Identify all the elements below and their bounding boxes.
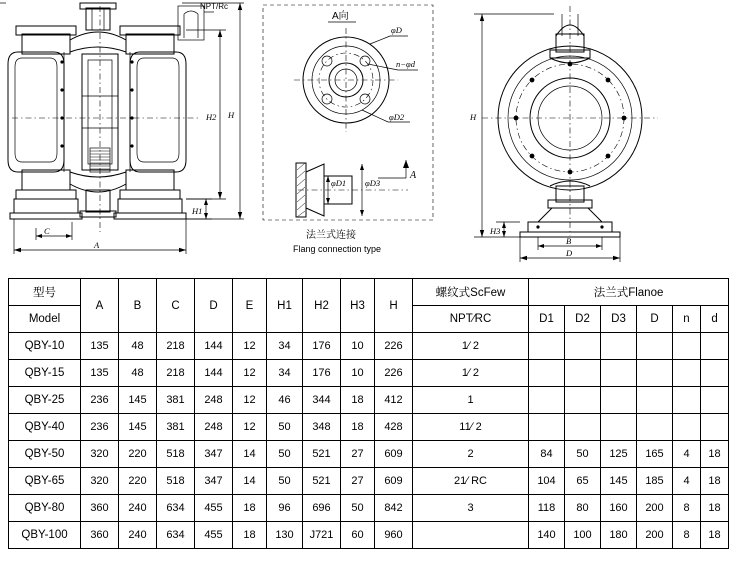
cell-H3: 27 bbox=[341, 441, 375, 468]
header-col-D2: D2 bbox=[565, 306, 601, 333]
cell-H3: 50 bbox=[341, 495, 375, 522]
cell-A: 236 bbox=[81, 387, 119, 414]
cell-A: 320 bbox=[81, 441, 119, 468]
dim-n-phid-label: n−φd bbox=[396, 59, 415, 69]
table-row bbox=[9, 414, 729, 441]
cell-H1: 46 bbox=[267, 387, 303, 414]
cell-D: 347 bbox=[195, 441, 233, 468]
dim-H3-label: H3 bbox=[490, 226, 501, 236]
cell-Dflange bbox=[637, 333, 673, 360]
cell-d bbox=[701, 360, 729, 387]
cell-B: 48 bbox=[119, 333, 157, 360]
header-col-d: d bbox=[701, 306, 729, 333]
table-row bbox=[9, 495, 729, 522]
cell-H: 960 bbox=[375, 522, 413, 549]
cell-D1 bbox=[529, 333, 565, 360]
cell-D2: 100 bbox=[565, 522, 601, 549]
flange-connection-view bbox=[258, 0, 443, 262]
cell-A: 135 bbox=[81, 333, 119, 360]
flange-caption-en: Flang connection type bbox=[293, 244, 382, 254]
header-flange-group: 法兰式Flanoe bbox=[529, 279, 729, 306]
cell-C: 218 bbox=[157, 333, 195, 360]
dim-A-label: A bbox=[94, 240, 100, 250]
cell-H: 428 bbox=[375, 414, 413, 441]
cell-D2: 50 bbox=[565, 441, 601, 468]
header-model-en: Model bbox=[9, 306, 81, 333]
cell-n bbox=[673, 360, 701, 387]
cell-D2 bbox=[565, 414, 601, 441]
cell-D2 bbox=[565, 360, 601, 387]
cell-E: 12 bbox=[233, 387, 267, 414]
dim-phiD2-label: φD2 bbox=[389, 112, 405, 122]
cell-H2: 696 bbox=[303, 495, 341, 522]
cell-C: 381 bbox=[157, 414, 195, 441]
header-col-n: n bbox=[673, 306, 701, 333]
cell-Dflange bbox=[637, 360, 673, 387]
cell-H: 609 bbox=[375, 441, 413, 468]
table-row bbox=[9, 387, 729, 414]
cell-model: QBY-50 bbox=[9, 441, 81, 468]
cell-npt: 3 bbox=[413, 495, 529, 522]
cell-D2: 65 bbox=[565, 468, 601, 495]
dim-phiD-label: φD bbox=[391, 25, 402, 35]
cell-H2: 348 bbox=[303, 414, 341, 441]
cell-n bbox=[673, 333, 701, 360]
cell-d: 18 bbox=[701, 468, 729, 495]
cell-model: QBY-80 bbox=[9, 495, 81, 522]
cell-H1: 96 bbox=[267, 495, 303, 522]
cell-npt: 1∕ 2 bbox=[413, 333, 529, 360]
cell-Dflange bbox=[637, 414, 673, 441]
cell-A: 360 bbox=[81, 495, 119, 522]
cell-npt: 2 bbox=[413, 441, 529, 468]
cell-model: QBY-40 bbox=[9, 414, 81, 441]
cell-C: 218 bbox=[157, 360, 195, 387]
cell-H1: 50 bbox=[267, 441, 303, 468]
cell-D3: 145 bbox=[601, 468, 637, 495]
table-row bbox=[9, 360, 729, 387]
cell-D2 bbox=[565, 387, 601, 414]
header-col-H: H bbox=[375, 279, 413, 333]
cell-H3: 18 bbox=[341, 414, 375, 441]
right-elevation-view bbox=[452, 0, 705, 262]
cell-H3: 10 bbox=[341, 333, 375, 360]
cell-D3: 160 bbox=[601, 495, 637, 522]
cell-B: 240 bbox=[119, 522, 157, 549]
table-header-row-1 bbox=[9, 279, 729, 306]
cell-D: 455 bbox=[195, 495, 233, 522]
cell-H: 226 bbox=[375, 333, 413, 360]
cell-D3 bbox=[601, 333, 637, 360]
table-row bbox=[9, 441, 729, 468]
cell-D1: 104 bbox=[529, 468, 565, 495]
dim-H-label: H bbox=[228, 110, 235, 120]
flange-caption-cn: 法兰式连接 bbox=[306, 230, 356, 241]
cell-E: 14 bbox=[233, 468, 267, 495]
cell-H1: 130 bbox=[267, 522, 303, 549]
cell-H3: 10 bbox=[341, 360, 375, 387]
npt-rc-label: NPT/Rc bbox=[200, 2, 228, 11]
cell-H2: J721 bbox=[303, 522, 341, 549]
header-col-Dflange: D bbox=[637, 306, 673, 333]
cell-n bbox=[673, 414, 701, 441]
cell-D1: 84 bbox=[529, 441, 565, 468]
cell-n: 8 bbox=[673, 495, 701, 522]
cell-B: 145 bbox=[119, 414, 157, 441]
dim-phiD3-label: φD3 bbox=[365, 178, 381, 188]
header-col-D: D bbox=[195, 279, 233, 333]
cell-model: QBY-65 bbox=[9, 468, 81, 495]
dim-E-label: C bbox=[44, 226, 50, 236]
cell-E: 18 bbox=[233, 495, 267, 522]
dim-phiD1-label: φD1 bbox=[331, 178, 347, 188]
cell-D: 248 bbox=[195, 414, 233, 441]
cell-D1: 118 bbox=[529, 495, 565, 522]
cell-model: QBY-25 bbox=[9, 387, 81, 414]
cell-npt: 1 bbox=[413, 387, 529, 414]
cell-Dflange bbox=[637, 387, 673, 414]
cell-A: 236 bbox=[81, 414, 119, 441]
cell-D3 bbox=[601, 360, 637, 387]
cell-H2: 176 bbox=[303, 333, 341, 360]
cell-H: 842 bbox=[375, 495, 413, 522]
header-col-H1: H1 bbox=[267, 279, 303, 333]
cell-B: 220 bbox=[119, 468, 157, 495]
cell-D: 144 bbox=[195, 333, 233, 360]
cell-H: 609 bbox=[375, 468, 413, 495]
cell-D2 bbox=[565, 333, 601, 360]
cell-d bbox=[701, 387, 729, 414]
cell-n bbox=[673, 387, 701, 414]
cell-C: 634 bbox=[157, 522, 195, 549]
dimensions-table-wrap bbox=[8, 278, 721, 549]
cell-n: 4 bbox=[673, 468, 701, 495]
header-col-D3: D3 bbox=[601, 306, 637, 333]
cell-H2: 344 bbox=[303, 387, 341, 414]
cell-A: 360 bbox=[81, 522, 119, 549]
cell-H1: 34 bbox=[267, 333, 303, 360]
cell-H3: 27 bbox=[341, 468, 375, 495]
cell-H3: 60 bbox=[341, 522, 375, 549]
header-col-B: B bbox=[119, 279, 157, 333]
cell-H: 412 bbox=[375, 387, 413, 414]
cell-C: 381 bbox=[157, 387, 195, 414]
cell-E: 12 bbox=[233, 333, 267, 360]
cell-D: 347 bbox=[195, 468, 233, 495]
cell-E: 12 bbox=[233, 360, 267, 387]
cell-D1 bbox=[529, 360, 565, 387]
header-col-H3: H3 bbox=[341, 279, 375, 333]
cell-npt: 21∕ RC bbox=[413, 468, 529, 495]
cell-model: QBY-10 bbox=[9, 333, 81, 360]
cell-D3 bbox=[601, 387, 637, 414]
dim-H-right-label: H bbox=[470, 112, 477, 122]
cell-C: 518 bbox=[157, 468, 195, 495]
cell-npt bbox=[413, 522, 529, 549]
cell-d: 18 bbox=[701, 495, 729, 522]
cell-d: 18 bbox=[701, 441, 729, 468]
cell-H1: 50 bbox=[267, 468, 303, 495]
cell-D1 bbox=[529, 387, 565, 414]
cell-H1: 50 bbox=[267, 414, 303, 441]
cell-D1 bbox=[529, 414, 565, 441]
cell-npt: 11∕ 2 bbox=[413, 414, 529, 441]
cell-model: QBY-15 bbox=[9, 360, 81, 387]
cell-H2: 521 bbox=[303, 441, 341, 468]
cell-H1: 34 bbox=[267, 360, 303, 387]
table-row bbox=[9, 522, 729, 549]
cell-model: QBY-100 bbox=[9, 522, 81, 549]
dim-H1-label: H1 bbox=[192, 206, 203, 216]
drawing-area bbox=[0, 0, 705, 262]
cell-A: 320 bbox=[81, 468, 119, 495]
cell-B: 240 bbox=[119, 495, 157, 522]
cell-E: 14 bbox=[233, 441, 267, 468]
table-row bbox=[9, 468, 729, 495]
view-a-label: A向 bbox=[332, 11, 349, 22]
header-col-C: C bbox=[157, 279, 195, 333]
cell-n: 4 bbox=[673, 441, 701, 468]
cell-Dflange: 165 bbox=[637, 441, 673, 468]
cell-D: 455 bbox=[195, 522, 233, 549]
header-col-H2: H2 bbox=[303, 279, 341, 333]
header-thread-group: 螺纹式ScFew bbox=[413, 279, 529, 306]
header-col-A: A bbox=[81, 279, 119, 333]
cell-npt: 1∕ 2 bbox=[413, 360, 529, 387]
cell-n: 8 bbox=[673, 522, 701, 549]
cell-d: 18 bbox=[701, 522, 729, 549]
cell-d bbox=[701, 414, 729, 441]
cell-D3: 180 bbox=[601, 522, 637, 549]
cell-C: 634 bbox=[157, 495, 195, 522]
cell-D3 bbox=[601, 414, 637, 441]
cell-D: 144 bbox=[195, 360, 233, 387]
cell-D1: 140 bbox=[529, 522, 565, 549]
header-col-E: E bbox=[233, 279, 267, 333]
cell-D2: 80 bbox=[565, 495, 601, 522]
cell-B: 48 bbox=[119, 360, 157, 387]
cell-H2: 176 bbox=[303, 360, 341, 387]
cell-Dflange: 185 bbox=[637, 468, 673, 495]
cell-D: 248 bbox=[195, 387, 233, 414]
dim-H2-label: H2 bbox=[206, 112, 217, 122]
dim-B-label: B bbox=[566, 236, 572, 246]
cell-A: 135 bbox=[81, 360, 119, 387]
cell-d bbox=[701, 333, 729, 360]
cell-Dflange: 200 bbox=[637, 495, 673, 522]
cell-H2: 521 bbox=[303, 468, 341, 495]
table-body bbox=[9, 333, 729, 549]
cell-Dflange: 200 bbox=[637, 522, 673, 549]
cell-B: 145 bbox=[119, 387, 157, 414]
cell-E: 18 bbox=[233, 522, 267, 549]
header-model-cn: 型号 bbox=[9, 279, 81, 306]
left-elevation-view bbox=[0, 0, 250, 262]
cell-H: 226 bbox=[375, 360, 413, 387]
section-arrow-a-label: A bbox=[410, 170, 417, 181]
cell-C: 518 bbox=[157, 441, 195, 468]
dimensions-table bbox=[8, 278, 729, 549]
cell-D3: 125 bbox=[601, 441, 637, 468]
dim-D-label: D bbox=[566, 248, 573, 258]
cell-H3: 18 bbox=[341, 387, 375, 414]
header-npt-rc: NPT∕RC bbox=[413, 306, 529, 333]
cell-B: 220 bbox=[119, 441, 157, 468]
cell-E: 12 bbox=[233, 414, 267, 441]
header-col-D1: D1 bbox=[529, 306, 565, 333]
table-row bbox=[9, 333, 729, 360]
